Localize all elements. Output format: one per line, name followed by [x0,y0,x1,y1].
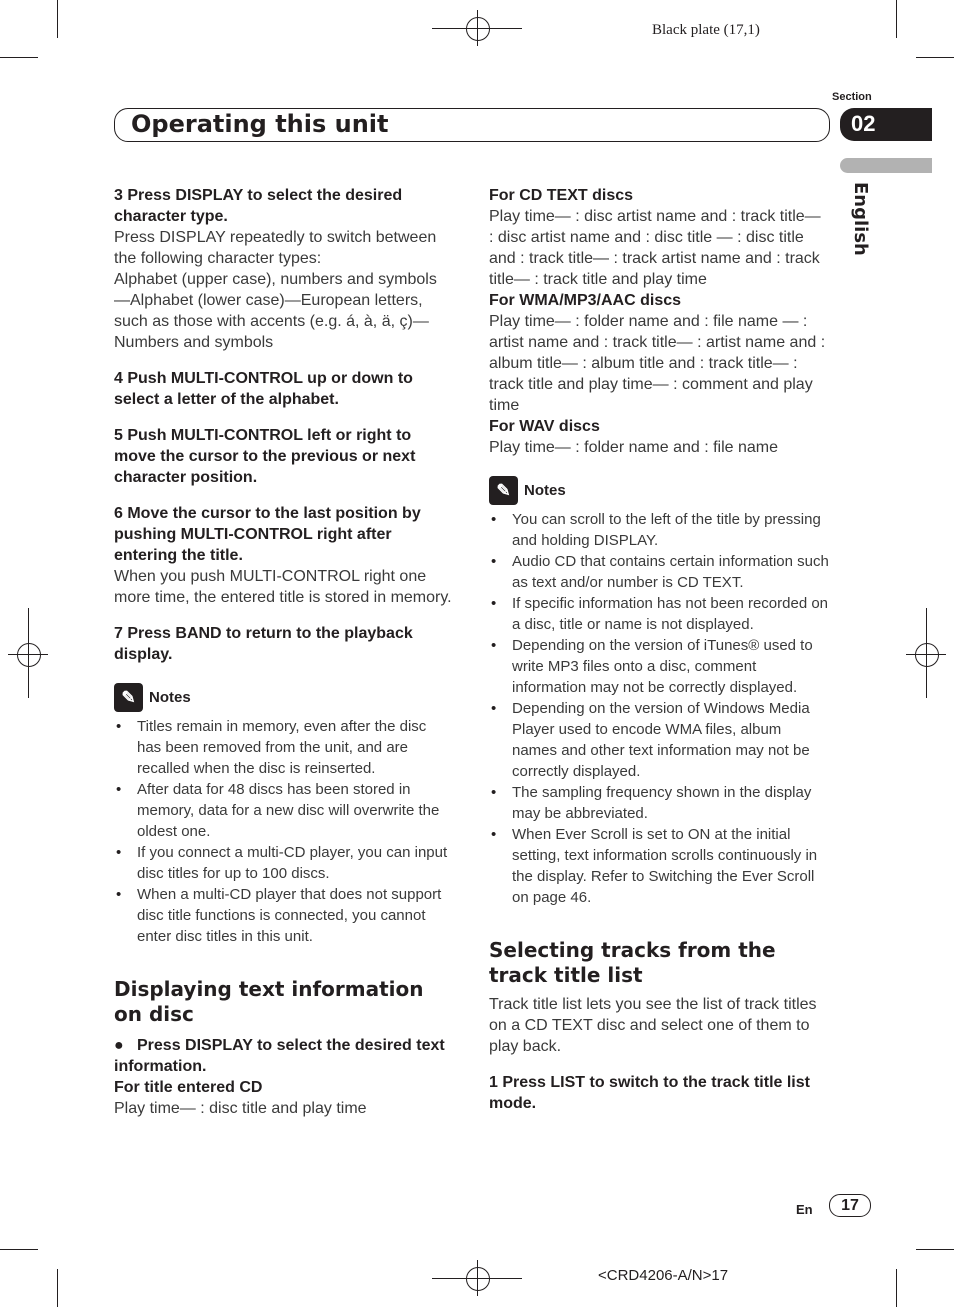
document-code: <CRD4206-A/N>17 [598,1267,729,1284]
step-6-body: When you push MULTI-CONTROL right one more time, the entered title is stored in memory. [114,568,452,606]
crop-mark [57,0,58,38]
step-4-title: 4 Push MULTI-CONTROL up or down to select a letter of the alphabet. [114,370,413,408]
heading-selecting-tracks: Selecting tracks from the track title list [489,938,776,987]
pencil-icon: ✎ [114,683,143,712]
notes-list [489,509,829,908]
registration-target [466,17,490,41]
note-item: • Titles remain in memory, even after the disc has been removed from the unit, and are recalled when the disc is reinserted. [114,716,454,779]
registration-target [17,643,41,667]
wav-body: Play time— : folder name and : file name [489,439,779,456]
bullet-step [114,1035,454,1077]
step-1-title: 1 Press LIST to switch to the track title list mode. [489,1074,810,1112]
registration-target [915,643,939,667]
notes-header [114,683,454,712]
plate-label: Black plate (17,1) [652,22,760,38]
note-item: • You can scroll to the left of the title by pressing and holding DISPLAY. [489,509,829,551]
title-cd-text: Play time— : disc title and play time [114,1100,367,1117]
cd-text-label: For CD TEXT discs [489,187,634,204]
notes-label: Notes [149,689,191,706]
notes-list [114,716,454,947]
left-column [114,185,454,1119]
wma-label: For WMA/MP3/AAC discs [489,292,682,309]
crop-mark [916,1249,954,1250]
step-3-body-2: Alphabet (upper case), numbers and symbols —Alphabet (lower case)—European letters, such as those with accents (e.g. á, à, ä, ç)— Numbers and symbols [114,271,437,351]
section-number: 02 [851,111,876,136]
footer-language: En [796,1202,813,1217]
note-item: • When Ever Scroll is set to ON at the initial setting, text information scrolls continuously in the display. Refer to Switching the Ever Scroll on page 46. [489,824,829,908]
wma-body: Play time— : folder name and : file name — : artist name and : track title— : artist name and : album title— : album title and : track title— : track title and play time— : comment and play time [489,313,826,414]
step-3-title: 3 Press DISPLAY to select the desired character type. [114,187,403,225]
step-3-body-1: Press DISPLAY repeatedly to switch between the following character types: [114,229,437,267]
registration-target [466,1267,490,1291]
crop-mark [896,0,897,38]
page-number: 17 [829,1194,871,1217]
language-tab-marker [840,158,932,173]
note-item: • If specific information has not been recorded on a disc, title or name is not displayed. [489,593,829,635]
note-item: • Depending on the version of iTunes® used to write MP3 files onto a disc, comment information may not be correctly displayed. [489,635,829,698]
title-cd-label: For title entered CD [114,1079,263,1096]
note-item: • After data for 48 discs has been stored in memory, data for a new disc will overwrite the oldest one. [114,779,454,842]
crop-mark [916,57,954,58]
crop-mark [0,57,38,58]
note-item: • The sampling frequency shown in the display may be abbreviated. [489,782,829,824]
note-item: • If you connect a multi-CD player, you can input disc titles for up to 100 discs. [114,842,454,884]
bullet-dot-icon: ● [114,1037,137,1054]
right-column [489,185,829,1114]
note-item: • When a multi-CD player that does not support disc title functions is connected, you cannot enter disc titles in this unit. [114,884,454,947]
note-item: • Audio CD that contains certain information such as text and/or number is CD TEXT. [489,551,829,593]
section-number-badge [840,108,932,141]
language-tab: English [850,182,871,256]
wav-label: For WAV discs [489,418,600,435]
step-6-title: 6 Move the cursor to the last position by pushing MULTI-CONTROL right after entering the title. [114,505,421,564]
notes-header [489,476,829,505]
notes-label: Notes [524,482,566,499]
bullet-step-text: Press DISPLAY to select the desired text information. [114,1037,445,1075]
crop-mark [0,1249,38,1250]
heading-displaying-text: Displaying text information on disc [114,977,424,1026]
note-item: • Depending on the version of Windows Media Player used to encode WMA files, album names and other text information may not be correctly displayed. [489,698,829,782]
section-label: Section [832,91,872,103]
step-5-title: 5 Push MULTI-CONTROL left or right to move the cursor to the previous or next character position. [114,427,416,486]
crop-mark [57,1269,58,1307]
pencil-icon: ✎ [489,476,518,505]
page-title: Operating this unit [131,110,389,138]
select-body: Track title list lets you see the list of track titles on a CD TEXT disc and select one of them to play back. [489,996,817,1055]
step-7-title: 7 Press BAND to return to the playback display. [114,625,413,663]
cd-text-body: Play time— : disc artist name and : track title— : disc artist name and : disc title — : disc title and : track title— : track artist name and : track title— : track title and play time [489,208,821,288]
crop-mark [896,1269,897,1307]
